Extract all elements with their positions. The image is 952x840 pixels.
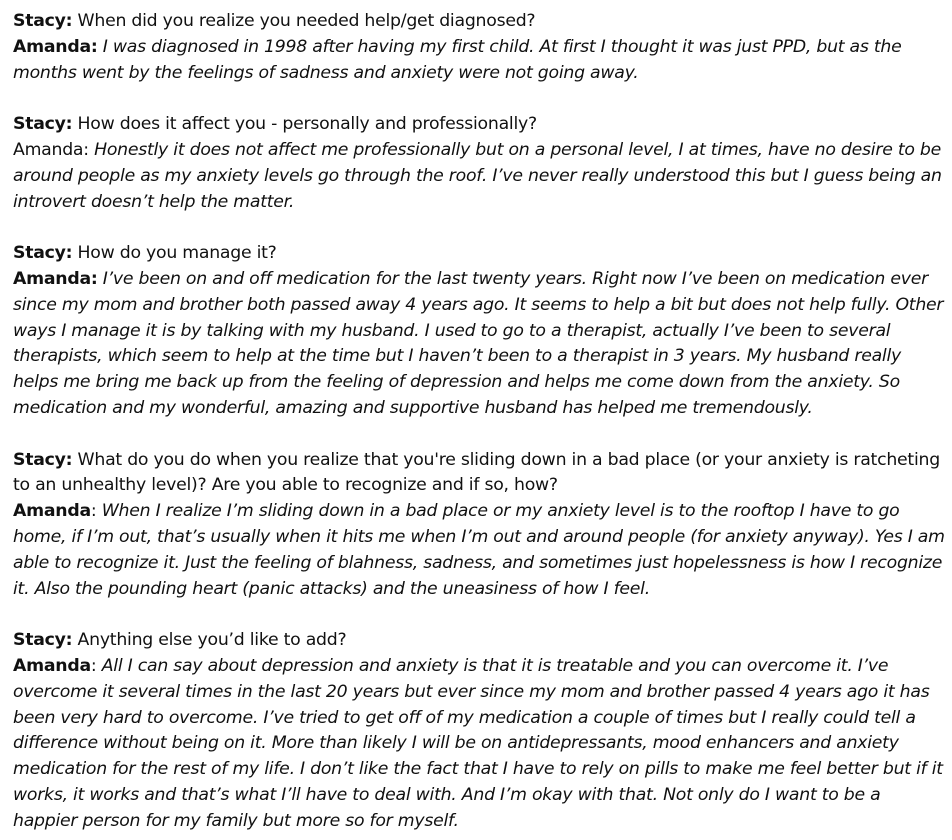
question (13, 628, 945, 654)
question (13, 448, 945, 500)
interview-document (13, 9, 945, 835)
question-speaker: Stacy: (13, 630, 73, 651)
question-speaker: Stacy: (13, 449, 73, 470)
question-speaker: Stacy: (13, 11, 73, 31)
question-speaker: Stacy: (13, 243, 73, 264)
question (13, 112, 945, 138)
answer-text: When I realize I’m sliding down in a bad place or my anxiety level is to the rooftop I have to go home, if I’m out, that’s usually when it hits me when I’m out and around people (for anxiety anyway). Yes I am able to recognize it. Just the feeling of blahness, sadness, and sometimes just hopelessness is how I recognize it. Also the pounding heart (panic attacks) and the uneasiness of how I feel. (13, 501, 945, 599)
question-text: How does it affect you - personally and professionally? (72, 114, 537, 135)
answer-text: I’ve been on and off medication for the last twenty years. Right now I’ve been on medication ever since my mom and brother both passed away 4 years ago. It seems to help a bit but does not help fully. Other ways I manage it is by talking with my husband. I used to go to a therapist, actually I’ve been to several therapists, which seem to help at the time but I haven’t been to a therapist in 3 years. My husband really helps me bring me back up from the feeling of depression and helps me come down from the anxiety. So medication and my wonderful, amazing and supportive husband has helped me tremendously. (13, 268, 944, 418)
answer-speaker: Amanda: (13, 36, 98, 57)
answer-text: All I can say about depression and anxiety is that it is treatable and you can overcome it. I’ve overcome it several times in the last 20 years but ever since my mom and brother passed 4 years ago it has been very hard to overcome. I’ve tried to get off of my medication a couple of times but I really could tell a difference without being on it. More than likely I will be on antidepressants, mood enhancers and anxiety medication for the rest of my life. I don’t like the fact that I have to rely on pills to make me feel better but if it works, it works and that’s what I’ll have to deal with. And I’m okay with that. Not only do I want to be a happier person for my family but more so for myself. (13, 655, 943, 831)
answer-separator: : (90, 655, 102, 676)
answer-separator: : (90, 501, 102, 522)
answer (13, 138, 945, 215)
question-text: Anything else you’d like to add? (72, 630, 347, 651)
qa-block-closing (13, 628, 945, 834)
qa-block-effects (13, 112, 945, 215)
question-text: How do you manage it? (72, 243, 277, 264)
question-text: When did you realize you needed help/get diagnosed? (72, 11, 536, 31)
answer-speaker: Amanda (13, 655, 91, 676)
qa-block-management (13, 241, 945, 422)
answer (13, 267, 945, 422)
question (13, 9, 945, 35)
answer (13, 35, 945, 87)
answer-text: I was diagnosed in 1998 after having my first child. At first I thought it was just PPD, but as the months went by the feelings of sadness and anxiety were not going away. (13, 36, 902, 83)
answer-speaker: Amanda: (13, 268, 98, 289)
question-speaker: Stacy: (13, 114, 73, 135)
answer-text: Honestly it does not affect me professionally but on a personal level, I at times, have no desire to be around people as my anxiety levels go through the roof. I’ve never really understood this but I guess being an introvert doesn’t help the matter. (13, 139, 942, 212)
answer-speaker: Amanda (13, 501, 91, 522)
question (13, 241, 945, 267)
qa-block-recognition (13, 448, 945, 603)
question-text: What do you do when you realize that you're sliding down in a bad place (or your anxiety is ratcheting to an unhealthy level)? Are you able to recognize and if so, how? (13, 449, 940, 496)
answer-speaker: Amanda: (13, 139, 95, 160)
answer (13, 654, 945, 835)
qa-block-diagnosis (13, 9, 945, 86)
answer (13, 499, 945, 602)
